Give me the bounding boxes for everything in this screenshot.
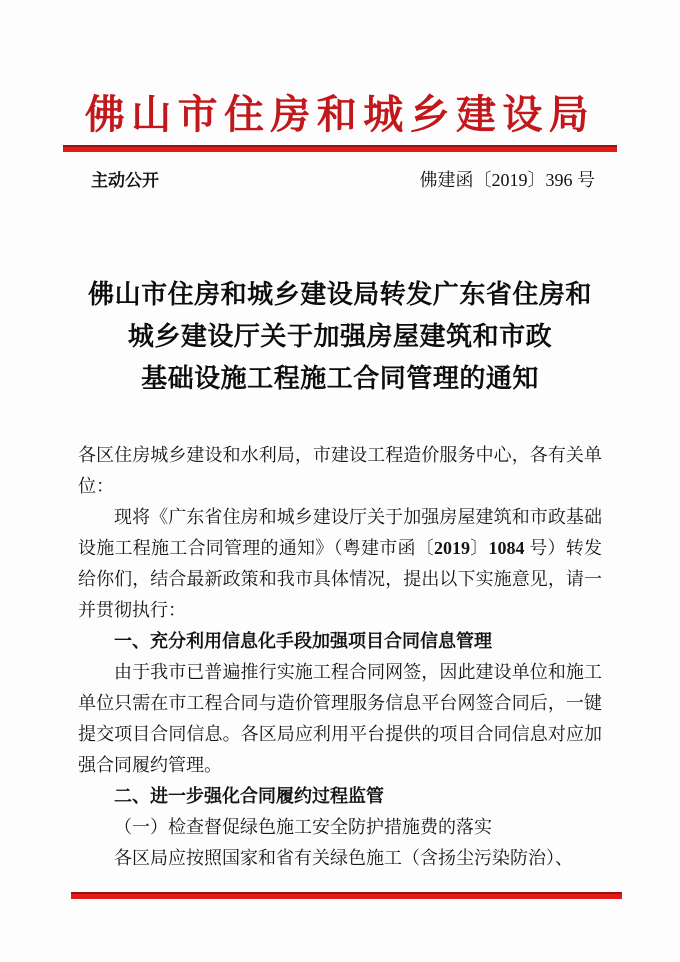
bold-text-segment: 1084 xyxy=(488,538,525,558)
meta-row xyxy=(63,166,617,192)
paragraph-normal xyxy=(78,502,602,626)
document-body xyxy=(78,440,602,874)
agency-masthead: 佛山市住房和城乡建设局 xyxy=(84,92,596,137)
publicity-label: 主动公开 xyxy=(91,171,159,190)
paragraph-normal xyxy=(78,657,602,781)
bold-text-segment: 2019 xyxy=(434,538,470,558)
paragraph-heading xyxy=(78,781,602,812)
document-title xyxy=(40,274,640,400)
paragraph-salutation xyxy=(78,440,602,502)
header-rule xyxy=(63,145,617,152)
text-segment: 一、充分利用信息化手段加强项目合同信息管理 xyxy=(114,631,492,651)
title-line-2: 城乡建设厅关于加强房屋建筑和市政 xyxy=(127,322,553,351)
text-segment: 各区局应按照国家和省有关绿色施工（含扬尘污染防治）、 xyxy=(114,848,573,868)
text-segment: 二、进一步强化合同履约过程监管 xyxy=(114,786,384,806)
paragraph-normal xyxy=(78,843,602,874)
text-segment: 〕 xyxy=(470,538,489,558)
text-segment: 各区住房城乡建设和水利局，市建设工程造价服务中心，各有关单位： xyxy=(78,445,602,496)
title-line-1: 佛山市住房和城乡建设局转发广东省住房和 xyxy=(88,280,592,309)
paragraph-subheading xyxy=(78,812,602,843)
text-segment: 号）转发给你们，结合最新政策和我市具体情况，提出以下实施意见，请一并贯彻执行： xyxy=(78,538,602,620)
paragraph-heading xyxy=(78,626,602,657)
text-segment: （一）检查督促绿色施工安全防护措施费的落实 xyxy=(114,817,492,837)
text-segment: 现将《广东省住房和城乡建设厅关于加强房屋建筑和市政基础设施工程施工合同管理的通知》（粤建市函〔 xyxy=(78,507,602,558)
footer-rule xyxy=(71,892,622,899)
text-segment: 由于我市已普遍推行实施工程合同网签，因此建设单位和施工单位只需在市工程合同与造价管理服务信息平台网签合同后，一键提交项目合同信息。各区局应利用平台提供的项目合同信息对应加强合同履约管理。 xyxy=(78,662,602,775)
title-line-3: 基础设施工程施工合同管理的通知 xyxy=(141,364,539,393)
document-number: 佛建函〔2019〕396 号 xyxy=(419,170,595,190)
